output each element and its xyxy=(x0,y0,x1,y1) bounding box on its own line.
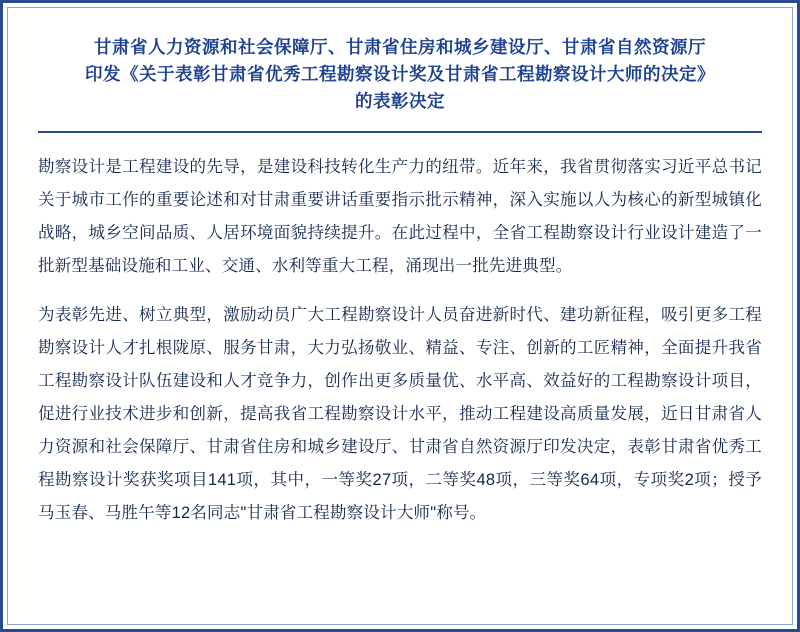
document-inner-frame xyxy=(7,7,793,625)
page-title xyxy=(38,30,762,129)
body-paragraph-1: 勘察设计是工程建设的先导，是建设科技转化生产力的纽带。近年来，我省贯彻落实习近平总书记关于城市工作的重要论述和对甘肃重要讲话重要指示批示精神，深入实施以人为核心的新型城镇化战略，城乡空间品质、人居环境面貌持续提升。在此过程中，全省工程勘察设计行业设计建造了一批新型基础设施和工业、交通、水利等重大工程，涌现出一批先进典型。 xyxy=(38,158,762,276)
document-body xyxy=(38,151,762,530)
title-divider xyxy=(38,131,762,133)
title-line-2: 印发《关于表彰甘肃省优秀工程勘察设计奖及甘肃省工程勘察设计大师的决定》 xyxy=(85,64,715,85)
title-line-3: 的表彰决定 xyxy=(355,91,445,112)
body-paragraph-2: 为表彰先进、树立典型，激励动员广大工程勘察设计人员奋进新时代、建功新征程，吸引更多工程勘察设计人才扎根陇原、服务甘肃，大力弘扬敬业、精益、专注、创新的工匠精神，全面提升我省工程勘察设计队伍建设和人才竞争力，创作出更多质量优、水平高、效益好的工程勘察设计项目，促进行业技术进步和创新，提高我省工程勘察设计水平，推动工程建设高质量发展，近日甘肃省人力资源和社会保障厅、甘肃省住房和城乡建设厅、甘肃省自然资源厅印发决定，表彰甘肃省优秀工程勘察设计奖获奖项目141项，其中，一等奖27项，二等奖48项，三等奖64项，专项奖2项；授予马玉春、马胜午等12名同志"甘肃省工程勘察设计大师"称号。 xyxy=(38,306,762,523)
title-line-1: 甘肃省人力资源和社会保障厅、甘肃省住房和城乡建设厅、甘肃省自然资源厅 xyxy=(94,37,706,57)
